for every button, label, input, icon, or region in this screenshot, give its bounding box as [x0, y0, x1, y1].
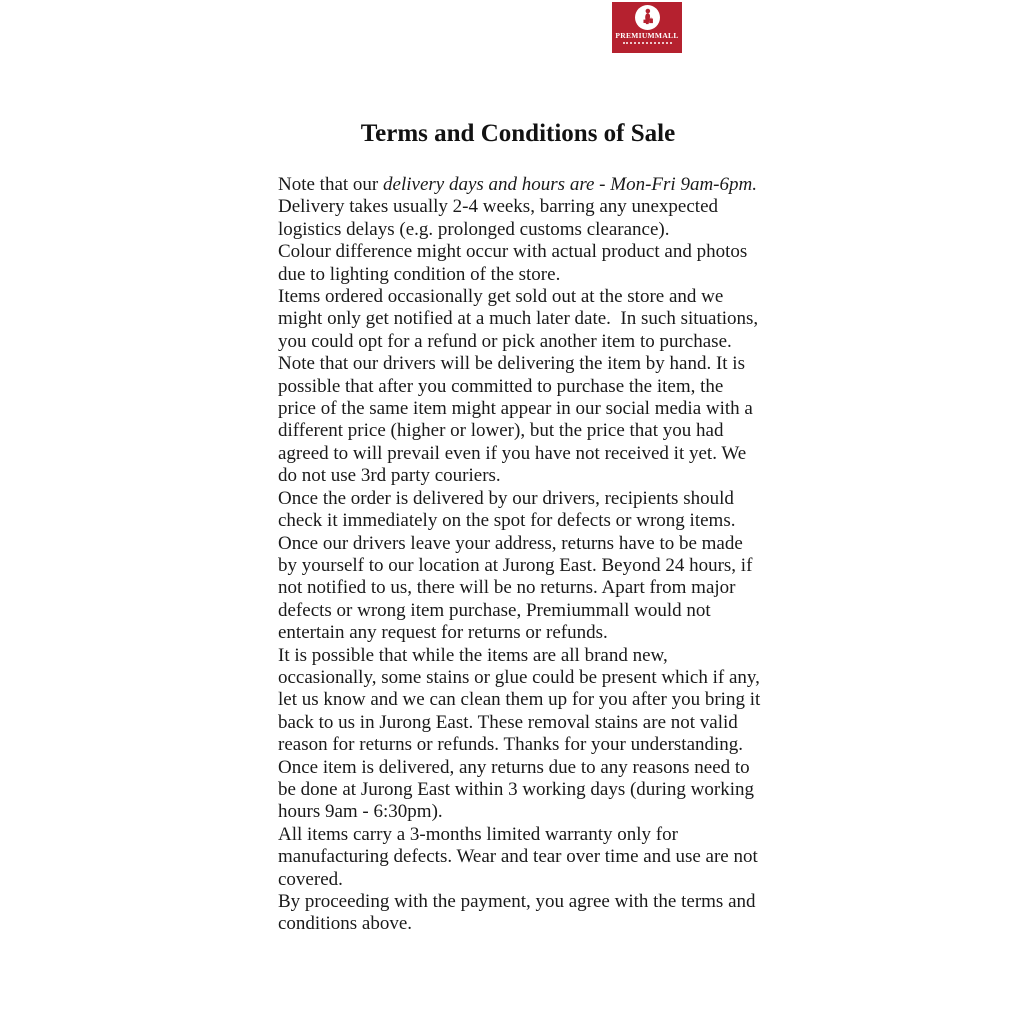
intro-paragraph: [278, 174, 762, 196]
paragraph-stains-glue: It is possible that while the items are all brand new, occasionally, some stains or glue could be present which if any, let us know and we can clean them up for you after you bring it back to us in Jurong East. These removal stains are not valid reason for returns or refunds. Thanks for your understanding.: [278, 644, 765, 756]
brand-logo: [612, 2, 682, 53]
logo-tagline: [623, 42, 672, 44]
paragraph-colour-difference: Colour difference might occur with actual product and photos due to lighting condition of the store.: [278, 241, 752, 285]
shopper-silhouette-icon: [635, 5, 660, 30]
paragraph-return-window: Once item is delivered, any returns due to any reasons need to be done at Jurong East within 3 working days (during working hours 9am - 6:30pm).: [278, 756, 759, 823]
paragraph-hand-delivery-pricing: Note that our drivers will be delivering the item by hand. It is possible that after you committed to purchase the item, the price of the same item might appear in our social media with a different price (higher or lower), but the price that you had agreed to will prevail even if you have not received it yet. We do not use 3rd party couriers.: [278, 353, 758, 487]
logo-brand-text: PREMIUMMALL: [615, 31, 679, 40]
paragraph-agreement: By proceeding with the payment, you agree with the terms and conditions above.: [278, 891, 761, 935]
intro-normal-text: Note that our: [278, 174, 384, 195]
page-title: Terms and Conditions of Sale: [360, 120, 676, 147]
paragraph-check-on-delivery: Once the order is delivered by our drivers, recipients should check it immediately on the spot for defects or wrong items.: [278, 487, 739, 532]
paragraph-sold-out: Items ordered occasionally get sold out at the store and we might only get notified at a much later date. In such situations, you could opt for a refund or pick another item to purchase.: [278, 286, 763, 352]
paragraph-delivery-time: Delivery takes usually 2-4 weeks, barring any unexpected logistics delays (e.g. prolonged customs clearance).: [278, 196, 723, 240]
paragraph-warranty: All items carry a 3-months limited warranty only for manufacturing defects. Wear and tear over time and use are not covered.: [278, 823, 763, 890]
terms-text: [278, 174, 765, 936]
paragraph-returns-policy: Once our drivers leave your address, returns have to be made by yourself to our location at Jurong East. Beyond 24 hours, if not notified to us, there will be no returns. Apart from major defects or wrong item purchase, Premiummall would not entertain any request for returns or refunds.: [278, 532, 758, 644]
intro-italic-text: delivery days and hours are - Mon-Fri 9am-6pm.: [383, 174, 757, 195]
